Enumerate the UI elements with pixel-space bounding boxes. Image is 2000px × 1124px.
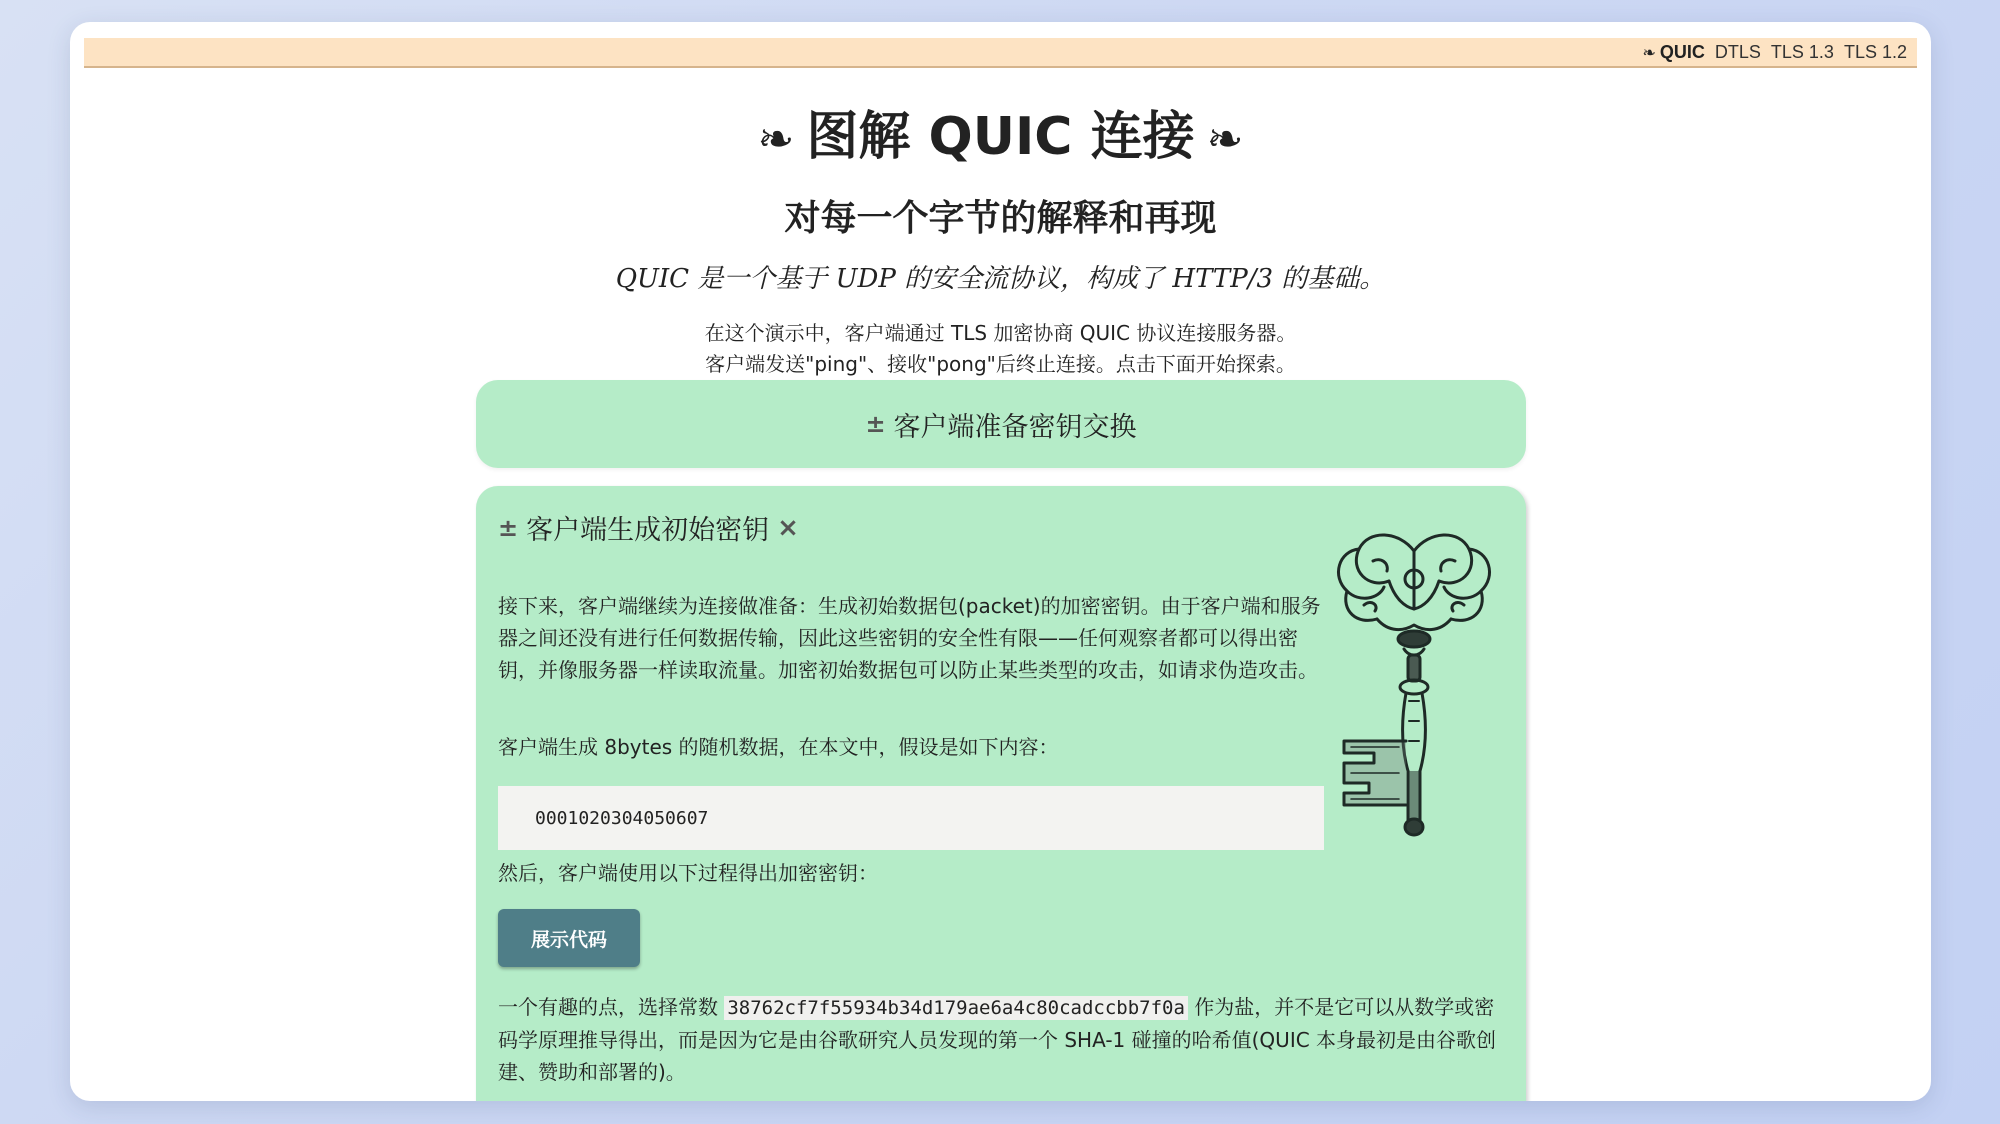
page-tagline: QUIC 是一个基于 UDP 的安全流协议，构成了 HTTP/3 的基础。 bbox=[615, 264, 1386, 294]
intro-line-1: 在这个演示中，客户端通过 TLS 加密协商 QUIC 协议连接服务器。 bbox=[704, 321, 1297, 345]
paragraph-4-suffix: 作为盐，并不是它可以从数学或密码学原理推导得出，而是因为它是由谷歌研究人员发现的第一个 SHA-1 碰撞的哈希值(QUIC 本身最初是由谷歌创建、赞助和部署的)。 bbox=[498, 995, 1497, 1084]
intro-line-2: 客户端发送"ping"、接收"pong"后终止连接。点击下面开始探索。 bbox=[705, 352, 1296, 376]
explanation-paragraph-2: 客户端生成 8bytes 的随机数据，在本文中，假设是如下内容： bbox=[498, 735, 1059, 759]
fleuron-right-icon: ❧ bbox=[1206, 114, 1244, 165]
nav-link-quic[interactable]: QUIC bbox=[1659, 41, 1705, 62]
fleuron-icon: ❧ bbox=[1642, 42, 1656, 62]
paragraph-4-prefix: 一个有趣的点，选择常数 bbox=[498, 995, 725, 1019]
intro-text bbox=[70, 318, 1931, 380]
section-title: 客户端生成初始密钥 bbox=[526, 515, 770, 546]
antique-key-icon bbox=[1329, 521, 1499, 841]
explanation-paragraph-3: 然后，客户端使用以下过程得出加密密钥： bbox=[498, 861, 878, 885]
close-icon[interactable]: × bbox=[777, 512, 799, 543]
salt-inline-code: 38762cf7f55934b34d179ae6a4c80cadccbb7f0a bbox=[724, 996, 1188, 1020]
section-client-initial-keys bbox=[476, 486, 1526, 1101]
nav-link-tls13[interactable]: TLS 1.3 bbox=[1770, 41, 1834, 62]
collapse-toggle-icon[interactable]: ± bbox=[498, 513, 519, 542]
nav-link-dtls[interactable]: DTLS bbox=[1714, 41, 1761, 62]
protocol-nav-bar bbox=[84, 38, 1917, 68]
section-client-key-exchange-collapsed[interactable] bbox=[476, 380, 1526, 468]
fleuron-left-icon: ❧ bbox=[757, 114, 795, 165]
page-title-text: 图解 QUIC 连接 bbox=[806, 107, 1195, 167]
section-header bbox=[498, 508, 799, 547]
show-code-button[interactable]: 展示代码 bbox=[498, 909, 640, 967]
browser-window bbox=[70, 22, 1931, 1101]
explanation-paragraph-1: 接下来，客户端继续为连接做准备：生成初始数据包(packet)的加密密钥。由于客户端和服务器之间还没有进行任何数据传输，因此这些密钥的安全性有限——任何观察者都可以得出密钥，并像服务器一样读取流量。加密初始数据包可以防止某些类型的攻击，如请求伪造攻击。 bbox=[498, 594, 1321, 682]
random-bytes-code-block: 0001020304050607 bbox=[498, 786, 1324, 850]
nav-link-tls12[interactable]: TLS 1.2 bbox=[1843, 41, 1907, 62]
expand-toggle-icon[interactable]: ± bbox=[865, 410, 886, 438]
section-title: 客户端准备密钥交换 bbox=[893, 411, 1137, 443]
page-subtitle: 对每一个字节的解释和再现 bbox=[784, 198, 1217, 239]
explanation-paragraph-4 bbox=[498, 991, 1503, 1088]
page-title bbox=[70, 102, 1931, 175]
